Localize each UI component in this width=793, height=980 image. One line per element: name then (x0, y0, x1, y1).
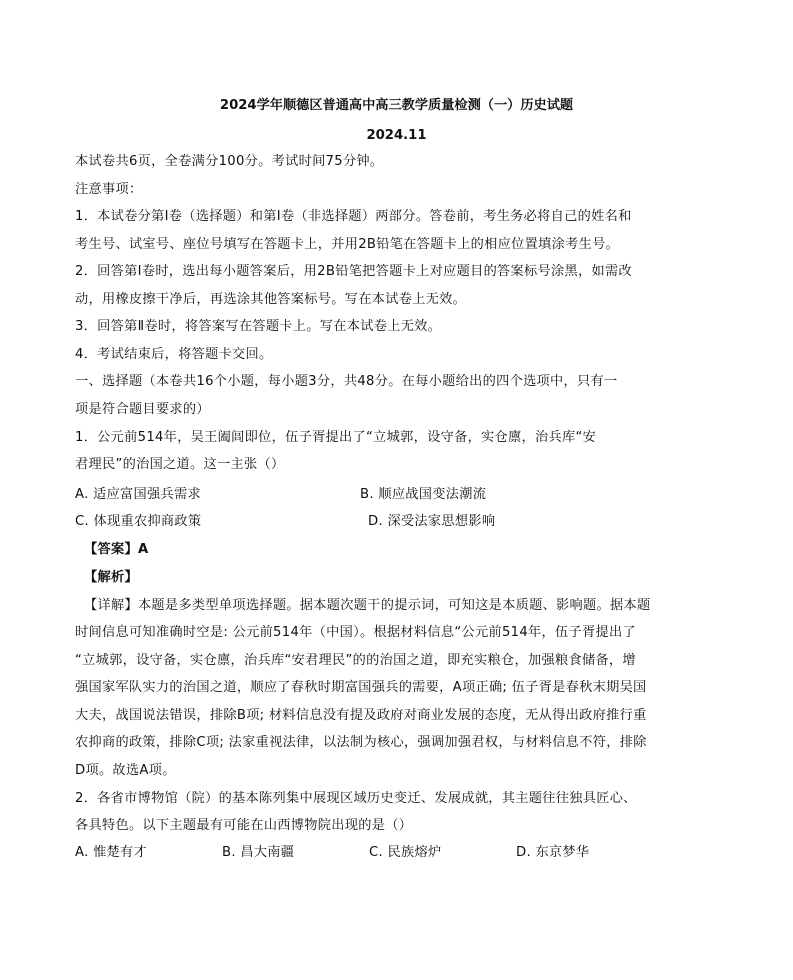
note-1-line-a: 1．本试卷分第Ⅰ卷（选择题）和第Ⅰ卷（非选择题）两部分。答卷前，考生务必将自己的姓名和 (75, 209, 632, 224)
note-2-line-b: 动，用橡皮擦干净后，再选涂其他答案标号。写在本试卷上无效。 (75, 292, 467, 307)
note-1-line-b: 考生号、试室号、座位号填写在答题卡上，并用2B铅笔在答题卡上的相应位置填涂考生号。 (75, 237, 620, 252)
question-1-option-c: C. 体现重农抑商政策 (75, 514, 202, 529)
note-2-line-a: 2．回答第Ⅰ卷时，选出每小题答案后，用2B铅笔把答题卡上对应题目的答案标号涂黑，如需改 (75, 264, 632, 279)
question-1-option-a: A. 适应富国强兵需求 (75, 487, 201, 502)
question-2-option-d: D. 东京梦华 (516, 845, 590, 860)
detail-line: 大夫，战国说法错误，排除B项; 材料信息没有提及政府对商业发展的态度，无从得出政府推行重 (75, 708, 647, 723)
question-2-option-b: B. 昌大南疆 (222, 845, 295, 860)
section-heading-line-b: 项是符合题目要求的） (75, 402, 210, 417)
question-1-option-b: B. 顺应战国变法潮流 (360, 487, 487, 502)
note-4: 4．考试结束后，将答题卡交回。 (75, 347, 273, 362)
notes-label: 注意事项： (75, 182, 143, 197)
question-2-stem-a: 2．各省市博物馆（院）的基本陈列集中展现区域历史变迁、发展成就，其主题往往独具匠心、 (75, 791, 637, 806)
detail-line: D项。故选A项。 (75, 763, 176, 778)
detail-line: 农抑商的政策，排除C项; 法家重视法律，以法制为核心，强调加强君权，与材料信息不符，排除 (75, 735, 647, 750)
question-1-stem-b: 君理民”的治国之道。这一主张（） (75, 457, 285, 472)
exam-title: 2024学年顺德区普通高中高三教学质量检测（一）历史试题 (219, 98, 574, 113)
question-2-stem-b: 各具特色。以下主题最有可能在山西博物院出现的是（） (75, 818, 413, 833)
question-1-stem-a: 1．公元前514年，吴王阖闾即位，伍子胥提出了“立城郭，设守备，实仓廪，治兵库“安 (75, 430, 597, 445)
detail-line: “立城郭，设守备，实仓廪，治兵库“安君理民”的的治国之道，即充实粮仓，加强粮食储备，增 (75, 653, 636, 668)
detail-line: 时间信息可知准确时空是: 公元前514年（中国）。根据材料信息“公元前514年，伍子胥提出了 (75, 625, 636, 640)
detail-line: 强国家军队实力的治国之道，顺应了春秋时期富国强兵的需要，A项正确; 伍子胥是春秋末期吴国 (75, 680, 647, 695)
intro-line: 本试卷共6页，全卷满分100分。考试时间75分钟。 (75, 154, 384, 169)
question-1-analysis-label: 【解析】 (84, 570, 138, 585)
question-1-answer: 【答案】A (84, 542, 149, 557)
question-2-option-a: A. 惟楚有才 (75, 845, 148, 860)
detail-line: 【详解】本题是多类型单项选择题。据本题次题干的提示词，可知这是本质题、影响题。据本题 (84, 598, 651, 613)
question-2-option-c: C. 民族熔炉 (369, 845, 442, 860)
question-1-option-d: D. 深受法家思想影响 (368, 514, 496, 529)
note-3: 3．回答第Ⅱ卷时，将答案写在答题卡上。写在本试卷上无效。 (75, 319, 442, 334)
exam-date: 2024.11 (366, 128, 427, 143)
section-heading-line-a: 一、选择题（本卷共16个小题，每小题3分，共48分。在每小题给出的四个选项中，只有一 (75, 374, 618, 389)
